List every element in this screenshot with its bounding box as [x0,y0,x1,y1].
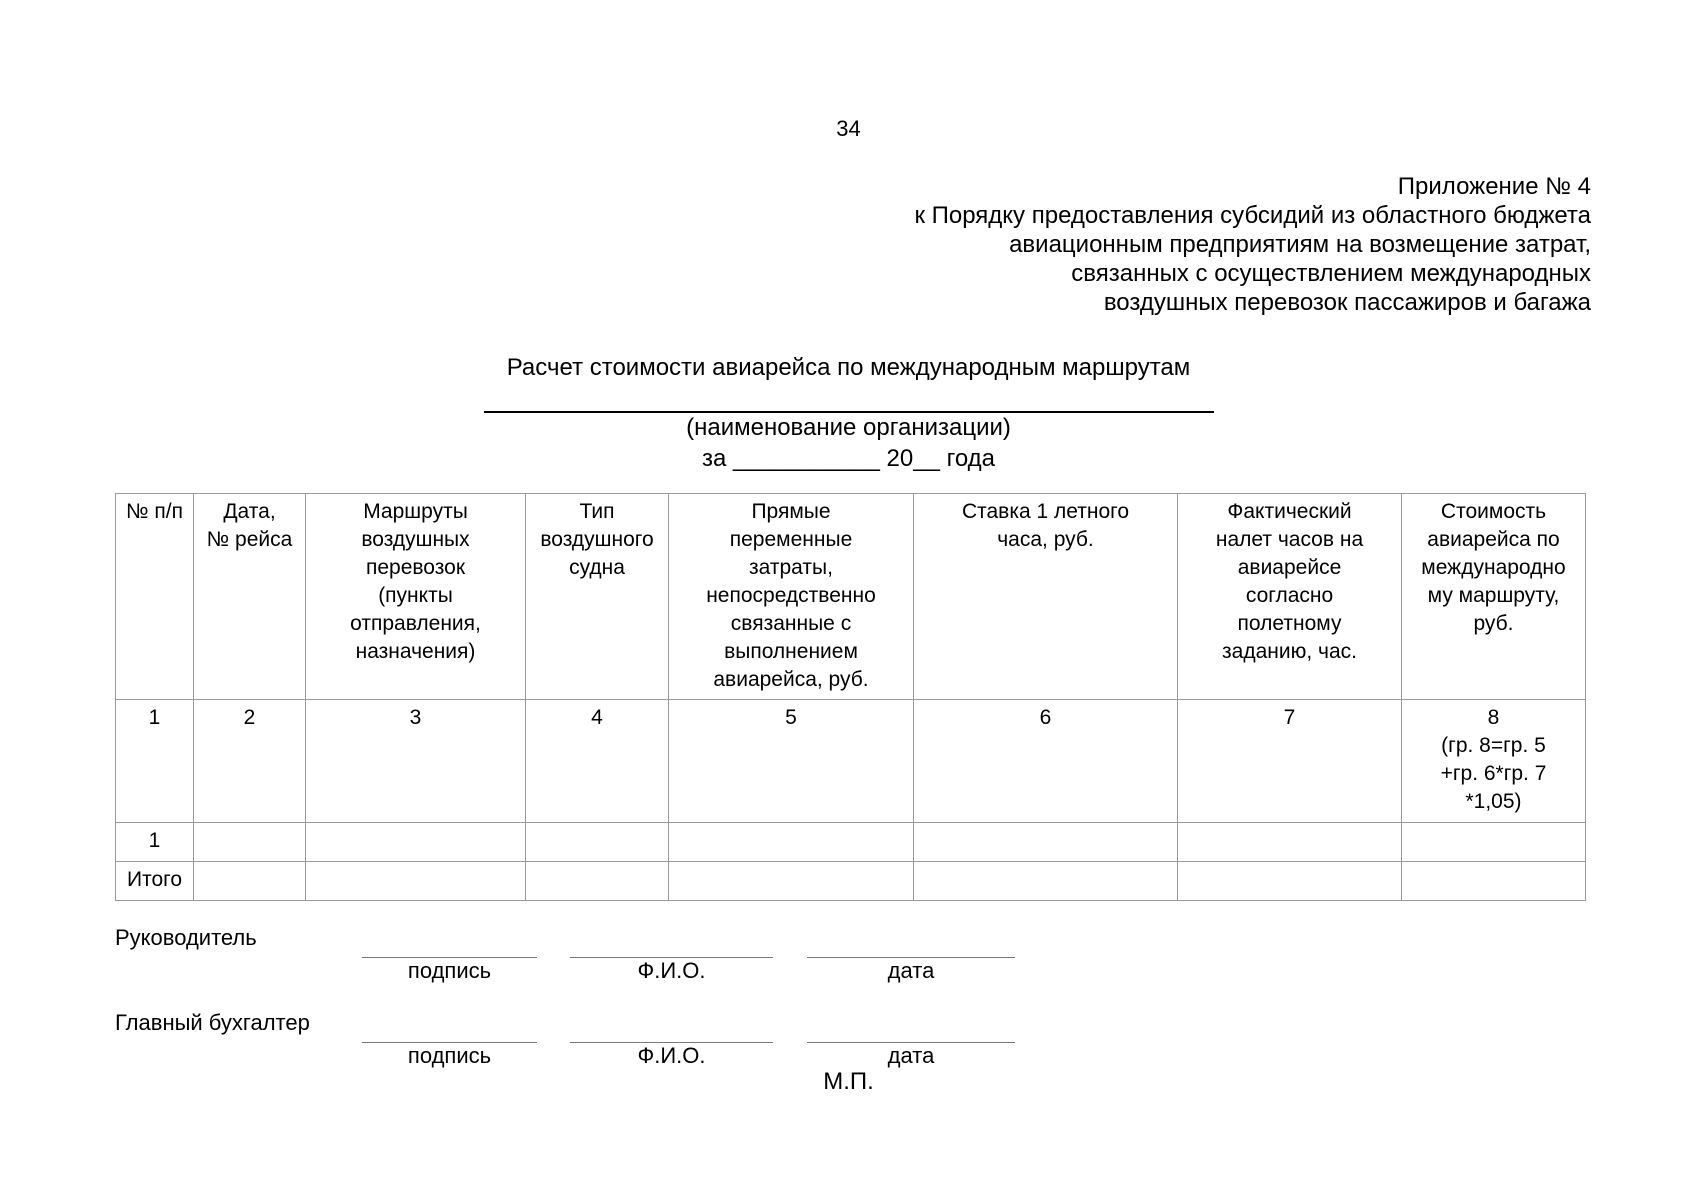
table-cell [1402,823,1586,862]
column-header: Дата, № рейса [194,494,306,700]
table-cell [914,862,1178,901]
appendix-heading [914,172,1591,317]
column-header: Фактический налет часов на авиарейсе согласно полетному заданию, час. [1178,494,1402,700]
table-row [116,823,1586,862]
table-cell [1178,862,1402,901]
column-number-cell: 1 [116,700,194,823]
table-cell [306,823,526,862]
calculation-table [115,493,1586,901]
appendix-line: связанных с осуществлением международных [1071,260,1591,287]
column-number-cell: 5 [669,700,914,823]
signature-caption: Ф.И.О. [637,958,706,983]
signature-caption: дата [887,958,935,983]
column-number-cell: 7 [1178,700,1402,823]
column-number-cell: 8 (гр. 8=гр. 5 +гр. 6*гр. 7 *1,05) [1402,700,1586,823]
period-line: за ___________ 20__ года [702,445,995,472]
page-number: 34 [836,116,861,141]
column-number-cell: 6 [914,700,1178,823]
column-header: № п/п [116,494,194,700]
table-cell [1178,823,1402,862]
table-cell [1402,862,1586,901]
signature-caption: подпись [407,958,492,983]
total-row [116,862,1586,901]
table-cell [306,862,526,901]
table-cell [526,862,669,901]
table-cell [194,862,306,901]
appendix-line: Приложение № 4 [1397,173,1591,200]
table-cell: 1 [116,823,194,862]
signature-role: Главный бухгалтер [115,1010,310,1035]
table-cell [194,823,306,862]
column-header: Прямые переменные затраты, непосредственно связанные с выполнением авиарейса, руб. [669,494,914,700]
appendix-line: авиационным предприятиям на возмещение затрат, [1009,231,1591,258]
column-header: Ставка 1 летного часа, руб. [914,494,1178,700]
organization-name-line [484,411,1214,413]
column-header: Стоимость авиарейса по международно му маршруту, руб. [1402,494,1586,700]
table-cell [914,823,1178,862]
signature-caption: дата [887,1043,935,1068]
appendix-line: воздушных перевозок пассажиров и багажа [1103,289,1591,316]
column-number-cell: 4 [526,700,669,823]
column-number-cell: 3 [306,700,526,823]
signature-caption: Ф.И.О. [637,1043,706,1068]
column-number-cell: 2 [194,700,306,823]
table-cell [669,862,914,901]
signature-role: Руководитель [115,925,257,950]
total-label: Итого [116,862,194,901]
appendix-line: к Порядку предоставления субсидий из областного бюджета [914,202,1591,229]
table-cell [526,823,669,862]
header-row [116,494,1586,700]
column-header: Маршруты воздушных перевозок (пункты отправления, назначения) [306,494,526,700]
column-number-row [116,700,1586,823]
signature-caption: подпись [407,1043,492,1068]
column-header: Тип воздушного судна [526,494,669,700]
stamp-place: М.П. [823,1068,874,1095]
table-cell [669,823,914,862]
document-title: Расчет стоимости авиарейса по международным маршрутам [506,354,1191,381]
organization-caption: (наименование организации) [686,414,1011,441]
